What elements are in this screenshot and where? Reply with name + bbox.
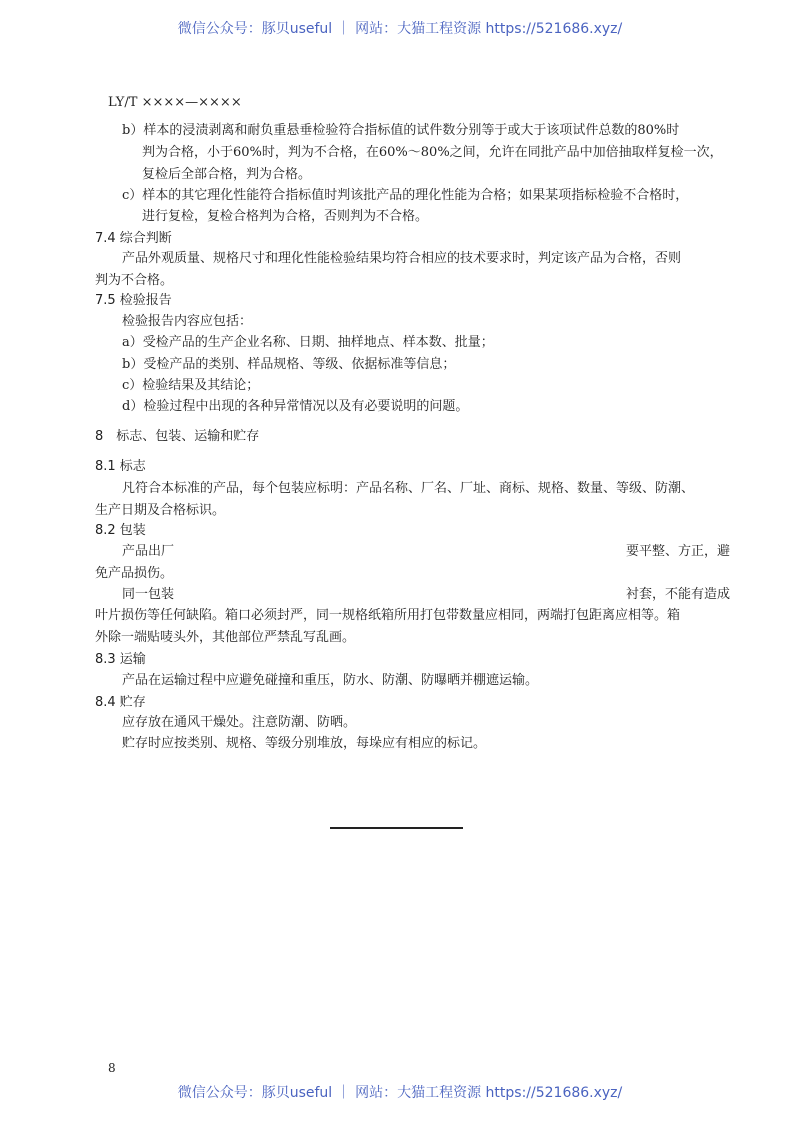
section-8-2-title: 8.2 包装 xyxy=(95,523,146,538)
end-rule xyxy=(330,827,463,829)
section-8-3-title: 8.3 运输 xyxy=(95,652,146,667)
s82-p2-line1 xyxy=(122,586,730,604)
section-8-title: 8 标志、包装、运输和贮存 xyxy=(95,429,260,444)
s82-p2-cont1: 叶片损伤等任何缺陷。箱口必须封严，同一规格纸箱所用打包带数量应相同，两端打包距离应相等。箱 xyxy=(95,608,681,623)
s75-item-c: c）检验结果及其结论； xyxy=(122,378,260,393)
section-8-4-title: 8.4 贮存 xyxy=(95,695,146,710)
s75-item-a: a）受检产品的生产企业名称、日期、抽样地点、样本数、批量； xyxy=(122,335,494,350)
section-8-1-title: 8.1 标志 xyxy=(95,459,146,474)
s82-p2-left: 同一包装 xyxy=(122,587,175,602)
s82-p2-right: 衬套，不能有造成 xyxy=(625,587,730,602)
s75-intro: 检验报告内容应包括： xyxy=(122,314,253,329)
s81-line2: 生产日期及合格标识。 xyxy=(95,503,226,518)
item-b-line1: b）样本的浸渍剥离和耐负重悬垂检验符合指标值的试件数分别等于或大于该项试件总数的80%时 xyxy=(122,123,680,138)
s82-p1-line1 xyxy=(122,543,730,561)
s74-line1: 产品外观质量、规格尺寸和理化性能检验结果均符合相应的技术要求时，判定该产品为合格，否则 xyxy=(122,251,682,266)
item-b-line3: 复检后全部合格，判为合格。 xyxy=(142,167,312,182)
s82-p1-right: 要平整、方正，避 xyxy=(625,544,730,559)
s84-line1: 应存放在通风干燥处。注意防潮、防晒。 xyxy=(122,715,357,730)
section-7-5-title: 7.5 检验报告 xyxy=(95,293,172,308)
page-number: 8 xyxy=(108,1061,116,1075)
item-b-line2: 判为合格，小于60%时，判为不合格，在60%～80%之间，允许在同批产品中加倍抽取样复检一次， xyxy=(142,145,723,160)
watermark-header: 微信公众号：豚贝useful ｜ 网站：大猫工程资源 https://521686.xyz/ xyxy=(177,21,623,37)
s74-line2: 判为不合格。 xyxy=(95,273,174,288)
doc-code: LY/T ××××—×××× xyxy=(108,95,242,110)
s82-p2-cont2: 外除一端贴唛头外，其他部位严禁乱写乱画。 xyxy=(95,630,356,645)
item-c-line1: c）样本的其它理化性能符合指标值时判该批产品的理化性能为合格；如果某项指标检验不合格时， xyxy=(122,188,689,203)
item-c-line2: 进行复检，复检合格判为合格，否则判为不合格。 xyxy=(142,209,429,224)
s81-line1: 凡符合本标准的产品，每个包装应标明：产品名称、厂名、厂址、商标、规格、数量、等级、防潮、 xyxy=(122,481,695,496)
s83-line1: 产品在运输过程中应避免碰撞和重压，防水、防潮、防曝晒并棚遮运输。 xyxy=(122,673,539,688)
s75-item-d: d）检验过程中出现的各种异常情况以及有必要说明的问题。 xyxy=(122,399,469,414)
section-7-4-title: 7.4 综合判断 xyxy=(95,231,172,246)
watermark-footer: 微信公众号：豚贝useful ｜ 网站：大猫工程资源 https://521686.xyz/ xyxy=(177,1085,623,1101)
s82-p1-cont: 免产品损伤。 xyxy=(95,566,174,581)
s82-p1-left: 产品出厂 xyxy=(122,544,175,559)
s75-item-b: b）受检产品的类别、样品规格、等级、依据标准等信息； xyxy=(122,357,456,372)
s84-line2: 贮存时应按类别、规格、等级分别堆放，每垛应有相应的标记。 xyxy=(122,736,487,751)
